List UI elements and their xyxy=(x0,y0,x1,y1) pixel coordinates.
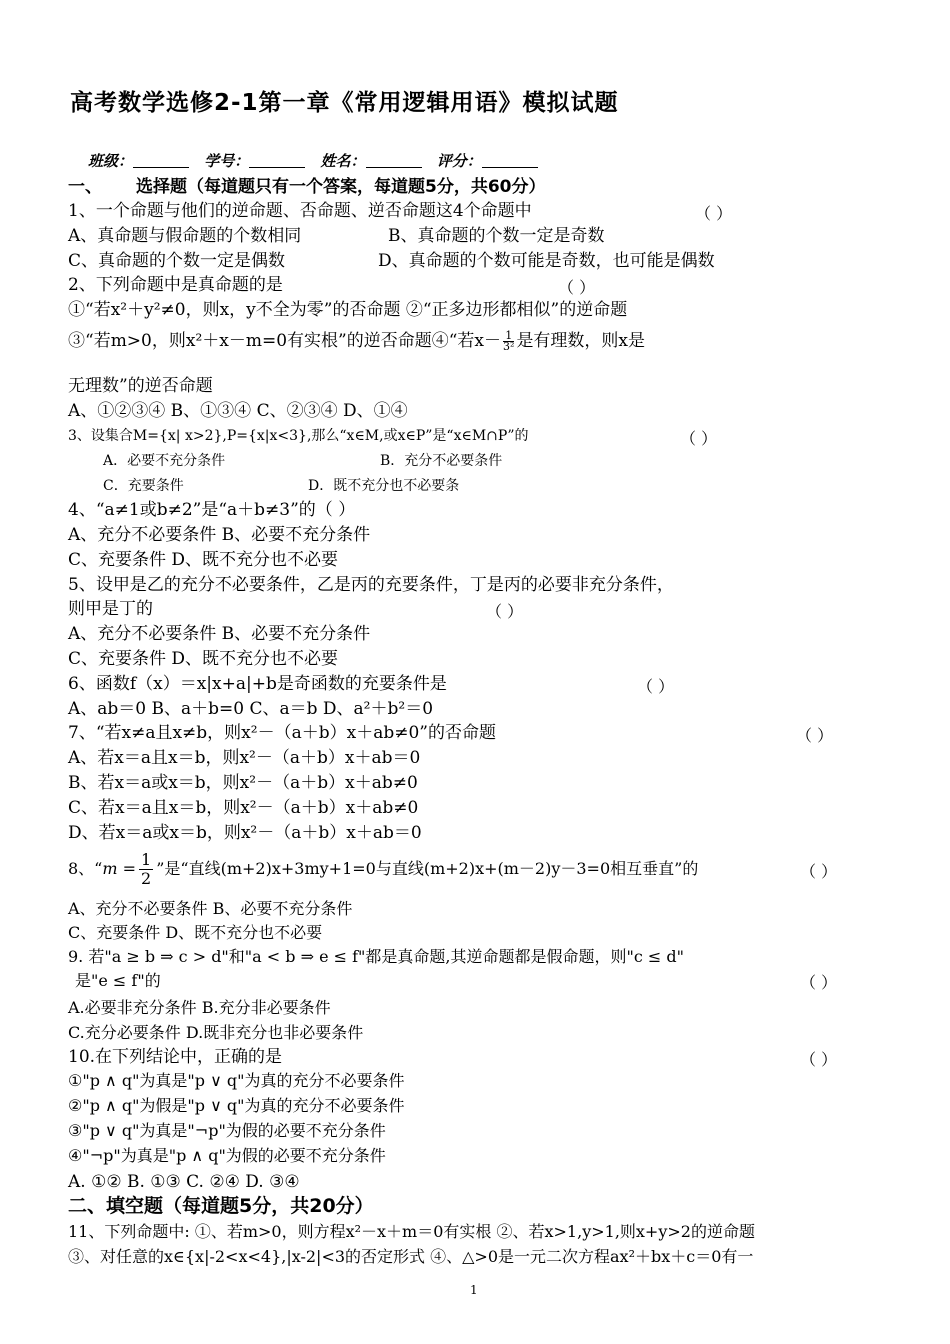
q9-stem-1: 9. 若"a ≥ b ⇒ c > d"和"a < b ⇒ e ≤ f"都是真命题,其逆命题都是假命题，则"c ≤ d" xyxy=(68,947,685,966)
q11-line-2: ③、对任意的x∈{x|-2<x<4},|x-2|<3的否定形式 ④、△>0是一元二次方程ax²＋bx＋c＝0有一 xyxy=(68,1247,754,1266)
q9-stem-2: 是"e ≤ f"的 xyxy=(75,971,161,990)
q3-option-d: D．既不充分也不必要条 xyxy=(308,478,460,494)
q4-options-ab: A、充分不必要条件 B、必要不充分条件 xyxy=(68,525,371,545)
q3-option-b: B．充分不必要条件 xyxy=(380,453,503,469)
q7-option-d: D、若x＝a或x＝b，则x²－（a＋b）x＋ab＝0 xyxy=(68,823,422,843)
q8-pre: 8、“ xyxy=(68,859,103,878)
q1-answer-paren[interactable]: （ ） xyxy=(695,204,733,223)
q1-option-b: B、真命题的个数一定是奇数 xyxy=(388,226,605,246)
q1-option-a: A、真命题与假命题的个数相同 xyxy=(68,226,302,246)
section-2-heading: 二、填空题（每道题5分，共20分） xyxy=(68,1195,374,1217)
student-info-row xyxy=(88,150,548,171)
q2-frac-numerator: 1 xyxy=(503,331,514,342)
q6-options: A、ab＝0 B、a＋b=0 C、a＝b D、a²＋b²＝0 xyxy=(68,699,434,719)
q1-stem: 1、一个命题与他们的逆命题、否命题、逆否命题这4个命题中 xyxy=(68,201,532,221)
q10-stem: 10.在下列结论中，正确的是 xyxy=(68,1047,283,1067)
section-1-number: 一、 xyxy=(68,177,102,197)
q4-options-cd: C、充要条件 D、既不充分也不必要 xyxy=(68,550,339,570)
q5-stem-2: 则甲是丁的 xyxy=(68,599,153,619)
q8-post: ”是“直线(m+2)x+3my+1=0与直线(m+2)x+(m－2)y－3=0相互垂直”的 xyxy=(156,859,699,878)
score-label: 评分： xyxy=(436,152,482,170)
name-label: 姓名： xyxy=(320,152,366,170)
q10-statement-4: ④"¬p"为真是"p ∧ q"为假的必要不充分条件 xyxy=(68,1146,386,1165)
id-label: 学号： xyxy=(204,152,250,170)
q5-answer-paren[interactable]: （ ） xyxy=(486,602,524,621)
q7-option-c: C、若x＝a且x＝b，则x²－（a＋b）x＋ab≠0 xyxy=(68,798,419,818)
q2-line-3: 无理数”的逆否命题 xyxy=(68,376,213,396)
q1-option-c: C、真命题的个数一定是偶数 xyxy=(68,251,286,271)
q7-answer-paren[interactable]: （ ） xyxy=(796,726,834,745)
score-blank[interactable] xyxy=(482,153,538,168)
q10-options: A. ①② B. ①③ C. ②④ D. ③④ xyxy=(68,1172,300,1192)
q3-answer-paren[interactable]: （ ） xyxy=(680,429,718,448)
q7-option-b: B、若x＝a或x＝b，则x²－（a＋b）x＋ab≠0 xyxy=(68,773,418,793)
class-blank[interactable] xyxy=(133,153,189,168)
q2-line-2-part-b: 是有理数，则x是 xyxy=(516,331,646,351)
q8-frac-numerator: 1 xyxy=(141,850,152,869)
q2-options: A、①②③④ B、①③④ C、②③④ D、①④ xyxy=(68,401,408,421)
q6-stem: 6、函数f（x）＝x|x+a|+b是奇函数的充要条件是 xyxy=(68,674,447,694)
q2-frac-denominator: 3² xyxy=(503,340,515,353)
q2-fraction xyxy=(503,331,514,352)
q8-frac-denominator: 2 xyxy=(141,869,152,888)
q11-line-1: 11、下列命题中: ①、若m>0，则方程x²－x＋m＝0有实根 ②、若x>1,y>1,则x+y>2的逆命题 xyxy=(68,1222,755,1241)
q9-answer-paren[interactable]: （ ） xyxy=(800,973,838,992)
class-label: 班级： xyxy=(88,152,134,170)
q2-line-1: ①“若x²＋y²≠0，则x，y不全为零”的否命题 ②“正多边形都相似”的逆命题 xyxy=(68,300,628,320)
q4-stem: 4、“a≠1或b≠2”是“a＋b≠3”的（ ） xyxy=(68,500,356,520)
q8-m-equals: m = xyxy=(102,859,137,878)
q10-statement-2: ②"p ∧ q"为假是"p ∨ q"为真的充分不必要条件 xyxy=(68,1096,405,1115)
q2-stem: 2、下列命题中是真命题的是 xyxy=(68,275,283,295)
q6-answer-paren[interactable]: （ ） xyxy=(637,677,675,696)
q1-option-d: D、真命题的个数可能是奇数，也可能是偶数 xyxy=(378,251,715,271)
q3-stem: 3、设集合M={x| x>2},P={x|x<3},那么“x∈M,或x∈P”是“x∈M∩P”的 xyxy=(68,428,529,444)
section-1-title: 选择题（每道题只有一个答案，每道题5分，共60分） xyxy=(136,177,546,197)
q10-statement-3: ③"p ∨ q"为真是"¬p"为假的必要不充分条件 xyxy=(68,1121,386,1140)
q7-option-a: A、若x＝a且x＝b，则x²－（a＋b）x＋ab＝0 xyxy=(68,748,421,768)
q8-stem xyxy=(68,851,698,888)
q3-option-c: C．充要条件 xyxy=(103,478,184,494)
q9-options-cd: C.充分必要条件 D.既非充分也非必要条件 xyxy=(68,1023,364,1042)
q2-line-2 xyxy=(68,330,645,352)
q3-option-a: A．必要不充分条件 xyxy=(103,453,226,469)
section-1-heading xyxy=(68,176,546,198)
q10-statement-1: ①"p ∧ q"为真是"p ∨ q"为真的充分不必要条件 xyxy=(68,1071,405,1090)
q5-options-ab: A、充分不必要条件 B、必要不充分条件 xyxy=(68,624,371,644)
q9-options-ab: A.必要非充分条件 B.充分非必要条件 xyxy=(68,998,331,1017)
id-blank[interactable] xyxy=(249,153,305,168)
page-title: 高考数学选修2-1第一章《常用逻辑用语》模拟试题 xyxy=(70,90,619,116)
q7-stem: 7、“若x≠a且x≠b，则x²－（a＋b）x＋ab≠0”的否命题 xyxy=(68,723,496,743)
page-number: 1 xyxy=(470,1283,478,1297)
q8-answer-paren[interactable]: （ ） xyxy=(800,862,838,881)
q8-fraction xyxy=(139,851,153,888)
q2-answer-paren[interactable]: （ ） xyxy=(558,278,596,297)
q8-options-ab: A、充分不必要条件 B、必要不充分条件 xyxy=(68,899,353,918)
q5-stem-1: 5、设甲是乙的充分不必要条件，乙是丙的充要条件，丁是丙的必要非充分条件， xyxy=(68,575,674,595)
q5-options-cd: C、充要条件 D、既不充分也不必要 xyxy=(68,649,339,669)
name-blank[interactable] xyxy=(366,153,422,168)
q2-line-2-part-a: ③“若m>0，则x²＋x－m=0有实根”的逆否命题④“若x－ xyxy=(68,331,502,351)
q10-answer-paren[interactable]: （ ） xyxy=(800,1050,838,1069)
q8-options-cd: C、充要条件 D、既不充分也不必要 xyxy=(68,923,323,942)
